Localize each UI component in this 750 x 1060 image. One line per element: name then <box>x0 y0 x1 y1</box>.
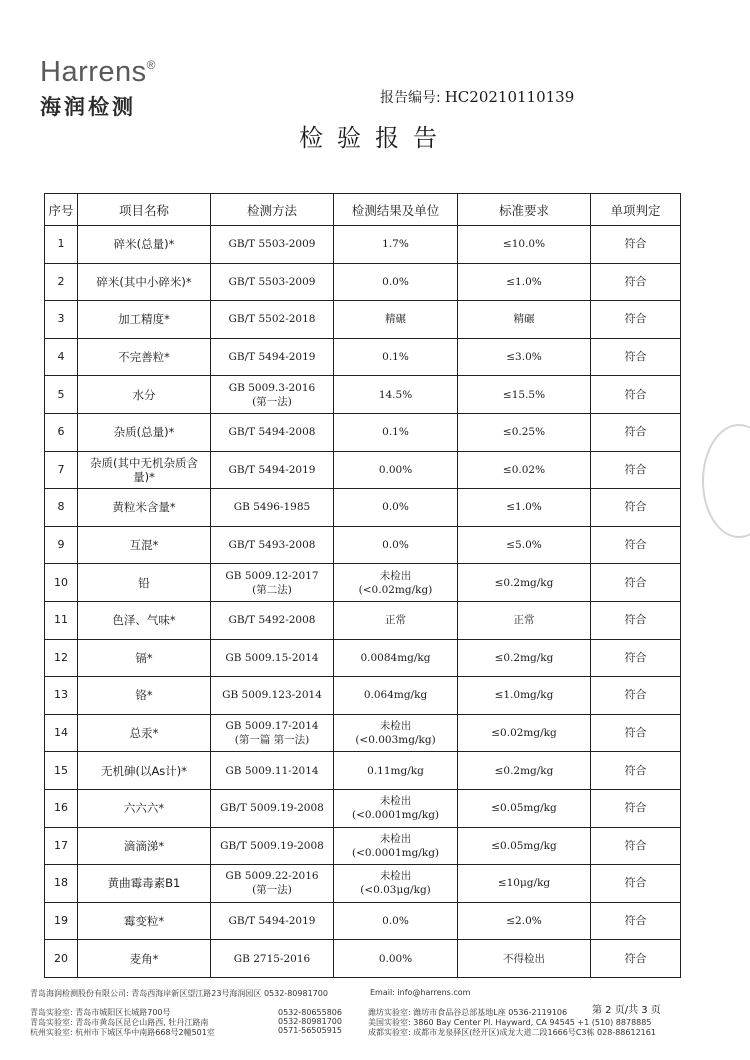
standard-requirement: ≤0.02mg/kg <box>458 714 591 752</box>
item-name: 杂质(总量)* <box>78 413 211 451</box>
test-result: 0.0084mg/kg <box>334 639 458 677</box>
footer-company <box>30 988 720 999</box>
row-number: 5 <box>45 376 78 414</box>
item-name: 不完善粒* <box>78 338 211 376</box>
standard-requirement: ≤2.0% <box>458 902 591 940</box>
item-name: 霉变粒* <box>78 902 211 940</box>
report-number-value: HC20210110139 <box>444 88 575 106</box>
table-row <box>45 489 681 527</box>
verdict: 符合 <box>591 451 681 489</box>
table-row <box>45 639 681 677</box>
test-method: GB/T 5494-2019 <box>211 338 334 376</box>
lab-address: 青岛实验室: 青岛市黄岛区昆仑山路西, 牡丹江路南 <box>30 1018 209 1027</box>
verdict: 符合 <box>591 789 681 827</box>
verdict: 符合 <box>591 639 681 677</box>
lab-phone: 0532-80981700 <box>278 1017 342 1026</box>
test-method: GB 5009.3-2016 (第一法) <box>211 376 334 414</box>
table-body <box>45 226 681 978</box>
test-result: 未检出 (<0.0001mg/kg) <box>334 789 458 827</box>
item-name: 杂质(其中无机杂质含量)* <box>78 451 211 489</box>
test-method: GB 2715-2016 <box>211 940 334 978</box>
test-method: GB/T 5503-2009 <box>211 226 334 264</box>
test-result: 未检出 (<0.03μg/kg) <box>334 865 458 903</box>
test-method: GB 5009.12-2017 (第二法) <box>211 564 334 602</box>
test-result: 精碾 <box>334 301 458 339</box>
test-method: GB 5009.15-2014 <box>211 639 334 677</box>
standard-requirement: ≤3.0% <box>458 338 591 376</box>
verdict: 符合 <box>591 827 681 865</box>
col-header-no: 序号 <box>45 194 78 226</box>
results-table <box>44 193 681 978</box>
test-result: 0.0% <box>334 489 458 527</box>
test-result: 0.0% <box>334 902 458 940</box>
item-name: 铅 <box>78 564 211 602</box>
standard-requirement: ≤1.0% <box>458 263 591 301</box>
standard-requirement: ≤0.05mg/kg <box>458 789 591 827</box>
lab-address: 美国实验室: 3860 Bay Center Pl. Hayward, CA 94545 +1 (510) 8878885 <box>368 1018 652 1027</box>
table-header-row <box>45 194 681 226</box>
lab-address: 青岛实验室: 青岛市城阳区长城路700号 <box>30 1008 171 1017</box>
table-row <box>45 376 681 414</box>
item-name: 黄曲霉毒素B1 <box>78 865 211 903</box>
test-result: 0.00% <box>334 940 458 978</box>
test-result: 0.064mg/kg <box>334 677 458 715</box>
table-row <box>45 564 681 602</box>
row-number: 12 <box>45 639 78 677</box>
test-method: GB 5009.123-2014 <box>211 677 334 715</box>
verdict: 符合 <box>591 714 681 752</box>
standard-requirement: ≤5.0% <box>458 526 591 564</box>
test-result: 0.0% <box>334 526 458 564</box>
footer-labs-phones <box>278 1008 358 1035</box>
standard-requirement: ≤0.2mg/kg <box>458 564 591 602</box>
col-header-result: 检测结果及单位 <box>334 194 458 226</box>
table-row <box>45 601 681 639</box>
row-number: 9 <box>45 526 78 564</box>
row-number: 18 <box>45 865 78 903</box>
footer-email: Email: info@harrens.com <box>370 988 471 997</box>
verdict: 符合 <box>591 902 681 940</box>
verdict: 符合 <box>591 301 681 339</box>
table-row <box>45 301 681 339</box>
test-result: 0.0% <box>334 263 458 301</box>
row-number: 6 <box>45 413 78 451</box>
footer-company-line: 青岛海润检测股份有限公司: 青岛西海岸新区望江路23号海润园区 0532-80981700 <box>30 989 328 998</box>
table-row <box>45 752 681 790</box>
table-row <box>45 263 681 301</box>
test-method: GB/T 5502-2018 <box>211 301 334 339</box>
verdict: 符合 <box>591 564 681 602</box>
lab-address: 成都实验室: 成都市龙泉驿区(经开区)成龙大道二段1666号C3栋 028-88612161 <box>368 1028 656 1037</box>
test-method: GB/T 5503-2009 <box>211 263 334 301</box>
item-name: 总汞* <box>78 714 211 752</box>
logo-english: Harrens® <box>40 56 156 88</box>
col-header-method: 检测方法 <box>211 194 334 226</box>
table-row <box>45 902 681 940</box>
verdict: 符合 <box>591 940 681 978</box>
test-result: 14.5% <box>334 376 458 414</box>
test-method: GB 5009.11-2014 <box>211 752 334 790</box>
standard-requirement: ≤10.0% <box>458 226 591 264</box>
test-result: 0.00% <box>334 451 458 489</box>
row-number: 7 <box>45 451 78 489</box>
item-name: 无机砷(以As计)* <box>78 752 211 790</box>
test-method: GB/T 5494-2019 <box>211 451 334 489</box>
lab-address: 杭州实验室: 杭州市下城区华中南路668号2幢501室 <box>30 1028 215 1037</box>
row-number: 11 <box>45 601 78 639</box>
item-name: 镉* <box>78 639 211 677</box>
table-row <box>45 677 681 715</box>
standard-requirement: ≤0.02% <box>458 451 591 489</box>
test-result: 1.7% <box>334 226 458 264</box>
verdict: 符合 <box>591 376 681 414</box>
table-row <box>45 827 681 865</box>
test-method: GB/T 5009.19-2008 <box>211 827 334 865</box>
col-header-standard: 标准要求 <box>458 194 591 226</box>
test-method: GB/T 5494-2008 <box>211 413 334 451</box>
item-name: 加工精度* <box>78 301 211 339</box>
seal-stamp <box>702 424 750 538</box>
row-number: 19 <box>45 902 78 940</box>
item-name: 水分 <box>78 376 211 414</box>
test-result: 未检出 (<0.003mg/kg) <box>334 714 458 752</box>
company-logo <box>40 56 156 121</box>
item-name: 色泽、气味* <box>78 601 211 639</box>
test-result: 未检出 (<0.0001mg/kg) <box>334 827 458 865</box>
standard-requirement: 精碾 <box>458 301 591 339</box>
lab-phone: 0571-56505915 <box>278 1026 342 1035</box>
row-number: 10 <box>45 564 78 602</box>
row-number: 13 <box>45 677 78 715</box>
row-number: 3 <box>45 301 78 339</box>
row-number: 14 <box>45 714 78 752</box>
standard-requirement: ≤1.0% <box>458 489 591 527</box>
standard-requirement: ≤0.2mg/kg <box>458 752 591 790</box>
item-name: 滴滴涕* <box>78 827 211 865</box>
lab-address: 潍坊实验室: 潍坊市食品谷总部基地L座 0536-2119106 <box>368 1008 568 1017</box>
table-row <box>45 789 681 827</box>
standard-requirement: 不得检出 <box>458 940 591 978</box>
footer-labs-right <box>368 1008 728 1038</box>
verdict: 符合 <box>591 413 681 451</box>
standard-requirement: ≤10μg/kg <box>458 865 591 903</box>
row-number: 17 <box>45 827 78 865</box>
test-result: 未检出 (<0.02mg/kg) <box>334 564 458 602</box>
standard-requirement: ≤0.25% <box>458 413 591 451</box>
row-number: 16 <box>45 789 78 827</box>
row-number: 8 <box>45 489 78 527</box>
table-row <box>45 940 681 978</box>
col-header-verdict: 单项判定 <box>591 194 681 226</box>
report-number <box>380 87 574 107</box>
item-name: 铬* <box>78 677 211 715</box>
table-row <box>45 451 681 489</box>
verdict: 符合 <box>591 489 681 527</box>
test-method: GB 5496-1985 <box>211 489 334 527</box>
verdict: 符合 <box>591 338 681 376</box>
test-result: 0.11mg/kg <box>334 752 458 790</box>
standard-requirement: ≤15.5% <box>458 376 591 414</box>
page-number: 第 2 页/共 3 页 <box>592 1005 661 1016</box>
table-row <box>45 338 681 376</box>
standard-requirement: ≤0.05mg/kg <box>458 827 591 865</box>
table-row <box>45 865 681 903</box>
report-number-label: 报告编号: <box>380 90 441 106</box>
test-result: 正常 <box>334 601 458 639</box>
standard-requirement: ≤1.0mg/kg <box>458 677 591 715</box>
item-name: 碎米(总量)* <box>78 226 211 264</box>
verdict: 符合 <box>591 865 681 903</box>
test-method: GB/T 5009.19-2008 <box>211 789 334 827</box>
test-method: GB/T 5494-2019 <box>211 902 334 940</box>
row-number: 2 <box>45 263 78 301</box>
page-title: 检验报告 <box>299 124 451 152</box>
test-result: 0.1% <box>334 413 458 451</box>
verdict: 符合 <box>591 526 681 564</box>
item-name: 麦角* <box>78 940 211 978</box>
verdict: 符合 <box>591 226 681 264</box>
item-name: 互混* <box>78 526 211 564</box>
verdict: 符合 <box>591 601 681 639</box>
item-name: 六六六* <box>78 789 211 827</box>
standard-requirement: ≤0.2mg/kg <box>458 639 591 677</box>
row-number: 1 <box>45 226 78 264</box>
standard-requirement: 正常 <box>458 601 591 639</box>
table-row <box>45 526 681 564</box>
verdict: 符合 <box>591 752 681 790</box>
row-number: 20 <box>45 940 78 978</box>
table-row <box>45 714 681 752</box>
lab-phone: 0532-80655806 <box>278 1008 342 1017</box>
test-method: GB/T 5493-2008 <box>211 526 334 564</box>
item-name: 碎米(其中小碎米)* <box>78 263 211 301</box>
table-row <box>45 226 681 264</box>
row-number: 15 <box>45 752 78 790</box>
test-method: GB 5009.22-2016 (第一法) <box>211 865 334 903</box>
verdict: 符合 <box>591 263 681 301</box>
test-method: GB/T 5492-2008 <box>211 601 334 639</box>
item-name: 黄粒米含量* <box>78 489 211 527</box>
verdict: 符合 <box>591 677 681 715</box>
logo-chinese: 海润检测 <box>40 95 136 119</box>
col-header-item: 项目名称 <box>78 194 211 226</box>
row-number: 4 <box>45 338 78 376</box>
test-result: 0.1% <box>334 338 458 376</box>
table-row <box>45 413 681 451</box>
test-method: GB 5009.17-2014 (第一篇 第一法) <box>211 714 334 752</box>
